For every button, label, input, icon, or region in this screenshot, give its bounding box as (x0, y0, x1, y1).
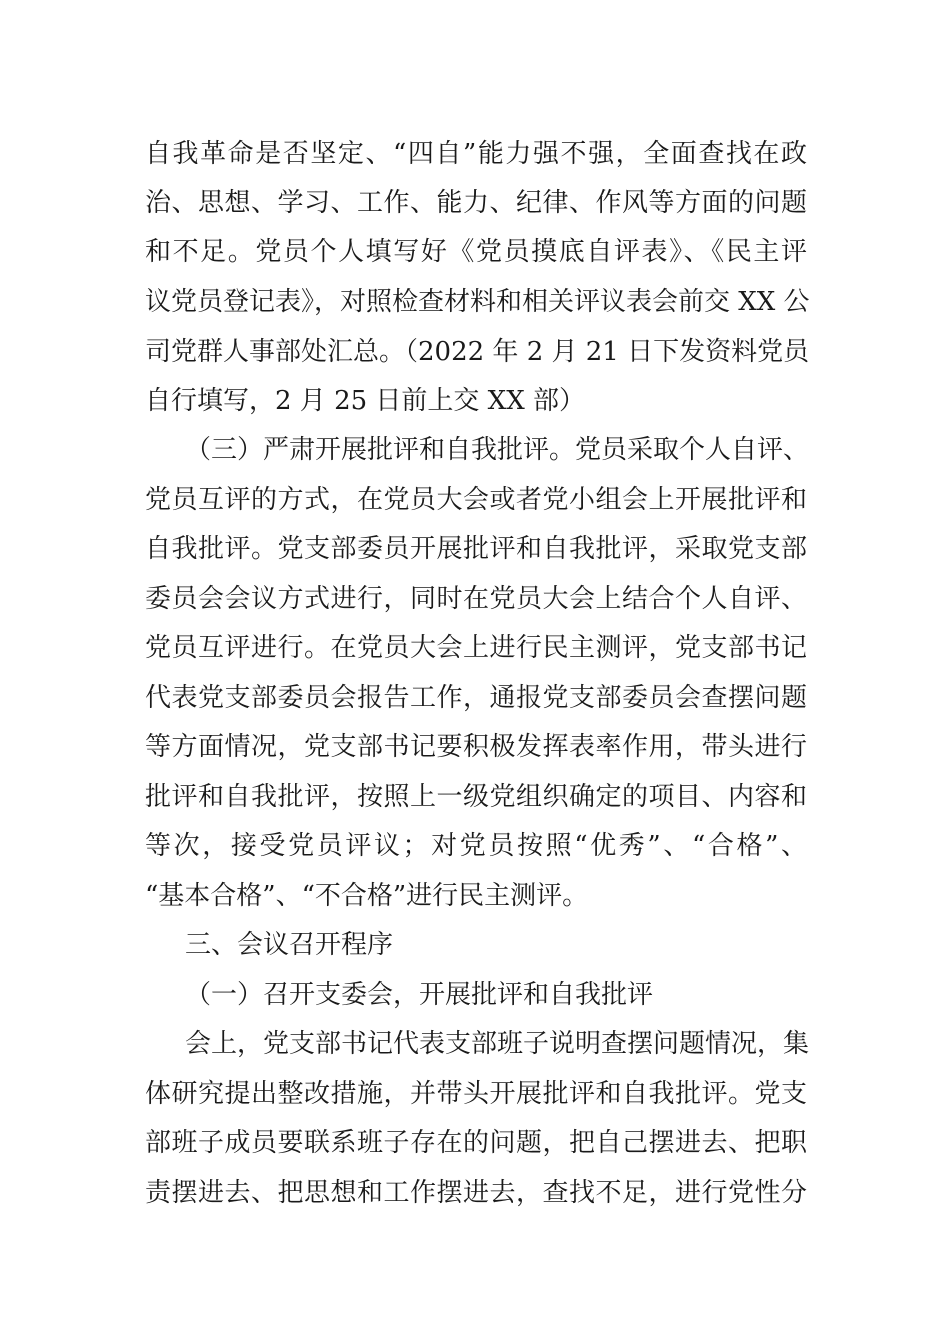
subsection-heading: （一）召开支委会，开展批评和自我批评 (185, 980, 654, 1010)
paragraph-line: 党员互评进行。在党员大会上进行民主测评，党支部书记 (145, 633, 807, 663)
paragraph-line: 治、思想、学习、工作、能力、纪律、作风等方面的问题 (145, 188, 807, 218)
paragraph-line: 等方面情况，党支部书记要积极发挥表率作用，带头进行 (145, 732, 807, 762)
paragraph-line: “基本合格”、“不合格”进行民主测评。 (145, 881, 589, 911)
paragraph-line: 自我革命是否坚定、“四自”能力强不强，全面查找在政 (145, 139, 807, 169)
paragraph-line: 代表党支部委员会报告工作，通报党支部委员会查摆问题 (145, 683, 807, 713)
paragraph-line: 和不足。党员个人填写好《党员摸底自评表》、《民主评 (145, 237, 807, 267)
paragraph-line: 等次，接受党员评议；对党员按照“优秀”、“合格”、 (145, 831, 807, 861)
paragraph-line: 责摆进去、把思想和工作摆进去，查找不足，进行党性分 (145, 1178, 807, 1208)
paragraph-line: 议党员登记表》，对照检查材料和相关评议表会前交 XX 公 (145, 287, 810, 317)
section-heading: 三、会议召开程序 (185, 930, 394, 960)
paragraph-line: 批评和自我批评，按照上一级党组织确定的项目、内容和 (145, 782, 807, 812)
paragraph-line: 会上，党支部书记代表支部班子说明查摆问题情况，集 (185, 1029, 810, 1059)
paragraph-line: 委员会会议方式进行，同时在党员大会上结合个人自评、 (145, 584, 807, 614)
section-heading-3: （三）严肃开展批评和自我批评。党员采取个人自评、 (185, 435, 810, 465)
paragraph-line: 自行填写，2 月 25 日前上交 XX 部） (145, 386, 585, 416)
paragraph-line: 自我批评。党支部委员开展批评和自我批评，采取党支部 (145, 534, 807, 564)
paragraph-line: 党员互评的方式，在党员大会或者党小组会上开展批评和 (145, 485, 807, 515)
paragraph-line: 司党群人事部处汇总。（2022 年 2 月 21 日下发资料党员 (145, 337, 810, 367)
paragraph-line: 部班子成员要联系班子存在的问题，把自己摆进去、把职 (145, 1128, 807, 1158)
paragraph-line: 体研究提出整改措施，并带头开展批评和自我批评。党支 (145, 1079, 807, 1109)
